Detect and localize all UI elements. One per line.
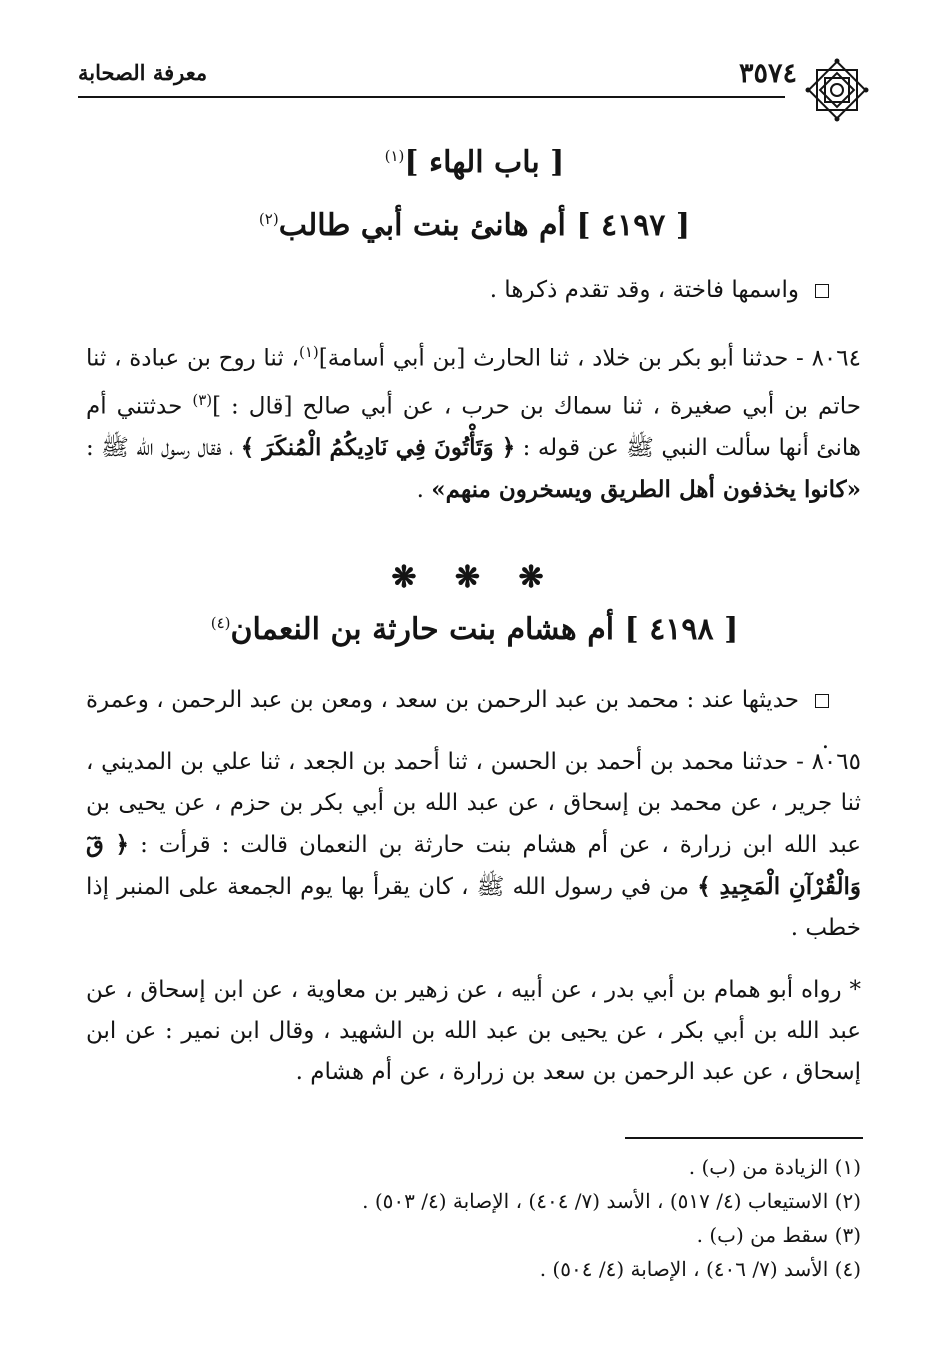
hadith-text: ، ثنا روح بن عبادة ، ثنا حاتم بن أبي صغيرة ، ثنا سماك بن حرب ، عن أبي صالح [قال : ]	[86, 345, 861, 420]
hadith-text: ، فقال رسول الله ﷺ :	[86, 435, 241, 462]
footnote-4: (٤) الأسد (٧/ ٤٠٦) ، الإصابة (٤/ ٥٠٤) .	[539, 1257, 861, 1281]
running-header	[78, 56, 871, 110]
footnote-2: (٢) الاستيعاب (٤/ ٥١٧) ، الأسد (٧/ ٤٠٤) ، الإصابة (٤/ ٥٠٣) .	[362, 1189, 861, 1213]
star-ornament-icon	[803, 56, 871, 124]
footnote-marker: (١)	[384, 147, 405, 165]
header-rule	[78, 96, 785, 98]
entry-heading-text: [ ٤١٩٧ ] أم هانئ بنت أبي طالب	[278, 208, 691, 243]
footnote-rule	[625, 1137, 863, 1139]
square-bullet-icon	[815, 284, 829, 298]
hadith-text: حدثتني أم هانئ أنها سألت النبي ﷺ عن قوله :	[86, 393, 861, 462]
footnote-3: (٣) سقط من (ب) .	[696, 1223, 861, 1247]
hadith-8065	[86, 742, 861, 949]
square-bullet-icon	[815, 694, 829, 708]
book-title: معرفة الصحابة	[78, 60, 208, 85]
quran-verse: ﴿ قٓ وَالْقُرْآنِ الْمَجِيدِ ﴾	[86, 831, 861, 900]
hadith-text: ٨٠٦٤ - حدثنا أبو بكر بن خلاد ، ثنا الحارث [بن أبي أسامة]	[318, 345, 861, 372]
footnote-marker: (٢)	[258, 210, 279, 228]
prophetic-quote: «كانوا يخذفون أهل الطريق ويسخرون منهم»	[431, 476, 861, 504]
entry-note	[86, 270, 829, 311]
footnote-marker: (٤)	[210, 614, 231, 632]
footnote-marker: (٣)	[192, 390, 213, 409]
entry-note-text: واسمها فاختة ، وقد تقدم ذكرها .	[489, 277, 799, 303]
footnote-marker: (١)	[298, 343, 319, 361]
entry-heading-4198	[0, 612, 949, 647]
entry-heading-text: [ ٤١٩٨ ] أم هشام بنت حارثة بن النعمان	[230, 612, 739, 647]
entry-heading-4197	[0, 208, 949, 243]
footnotes	[86, 1150, 861, 1286]
section-separator: ❋ ❋ ❋	[391, 560, 558, 595]
hadith-text: ٨٠٦٥ - حدثنا محمد بن أحمد بن الحسن ، ثنا أحمد بن الجعد ، ثنا علي بن المديني ، ثنا جرير ، عن محمد بن إسحاق ، عن عبد الله بن أبي بكر بن حزم ، عن يحيى بن عبد الله ابن زرارة ، عن أم هشام بنت حارثة بن النعمان قالت : قرأت :	[86, 749, 861, 858]
entry-note-text: حديثها عند : محمد بن عبد الرحمن بن سعد ، ومعن بن عبد الرحمن ، وعمرة .	[86, 687, 829, 754]
page-number: ٣٥٧٤	[738, 58, 797, 89]
footnote-1: (١) الزيادة من (ب) .	[688, 1155, 861, 1179]
quran-verse: ﴿ وَتَأْتُونَ فِي نَادِيكُمُ الْمُنكَرَ ﴾	[240, 434, 516, 462]
hadith-text: .	[416, 477, 432, 504]
section-heading-text: [ باب الهاء ]	[404, 145, 565, 180]
hadith-text: من في رسول الله ﷺ ، كان يقرأ بها يوم الجمعة على المنبر إذا خطب .	[86, 874, 861, 941]
hadith-8064	[86, 332, 861, 511]
narration-note: * رواه أبو همام بن أبي بدر ، عن أبيه ، عن زهير بن معاوية ، عن ابن إسحاق ، عن عبد الله بن أبي بكر ، عن يحيى بن عبد الله بن الشهيد ، وقال ابن نمير : عن ابن إسحاق ، عن عبد الرحمن بن سعد بن زرارة ، عن أم هشام .	[86, 977, 861, 1085]
section-heading	[0, 145, 949, 180]
